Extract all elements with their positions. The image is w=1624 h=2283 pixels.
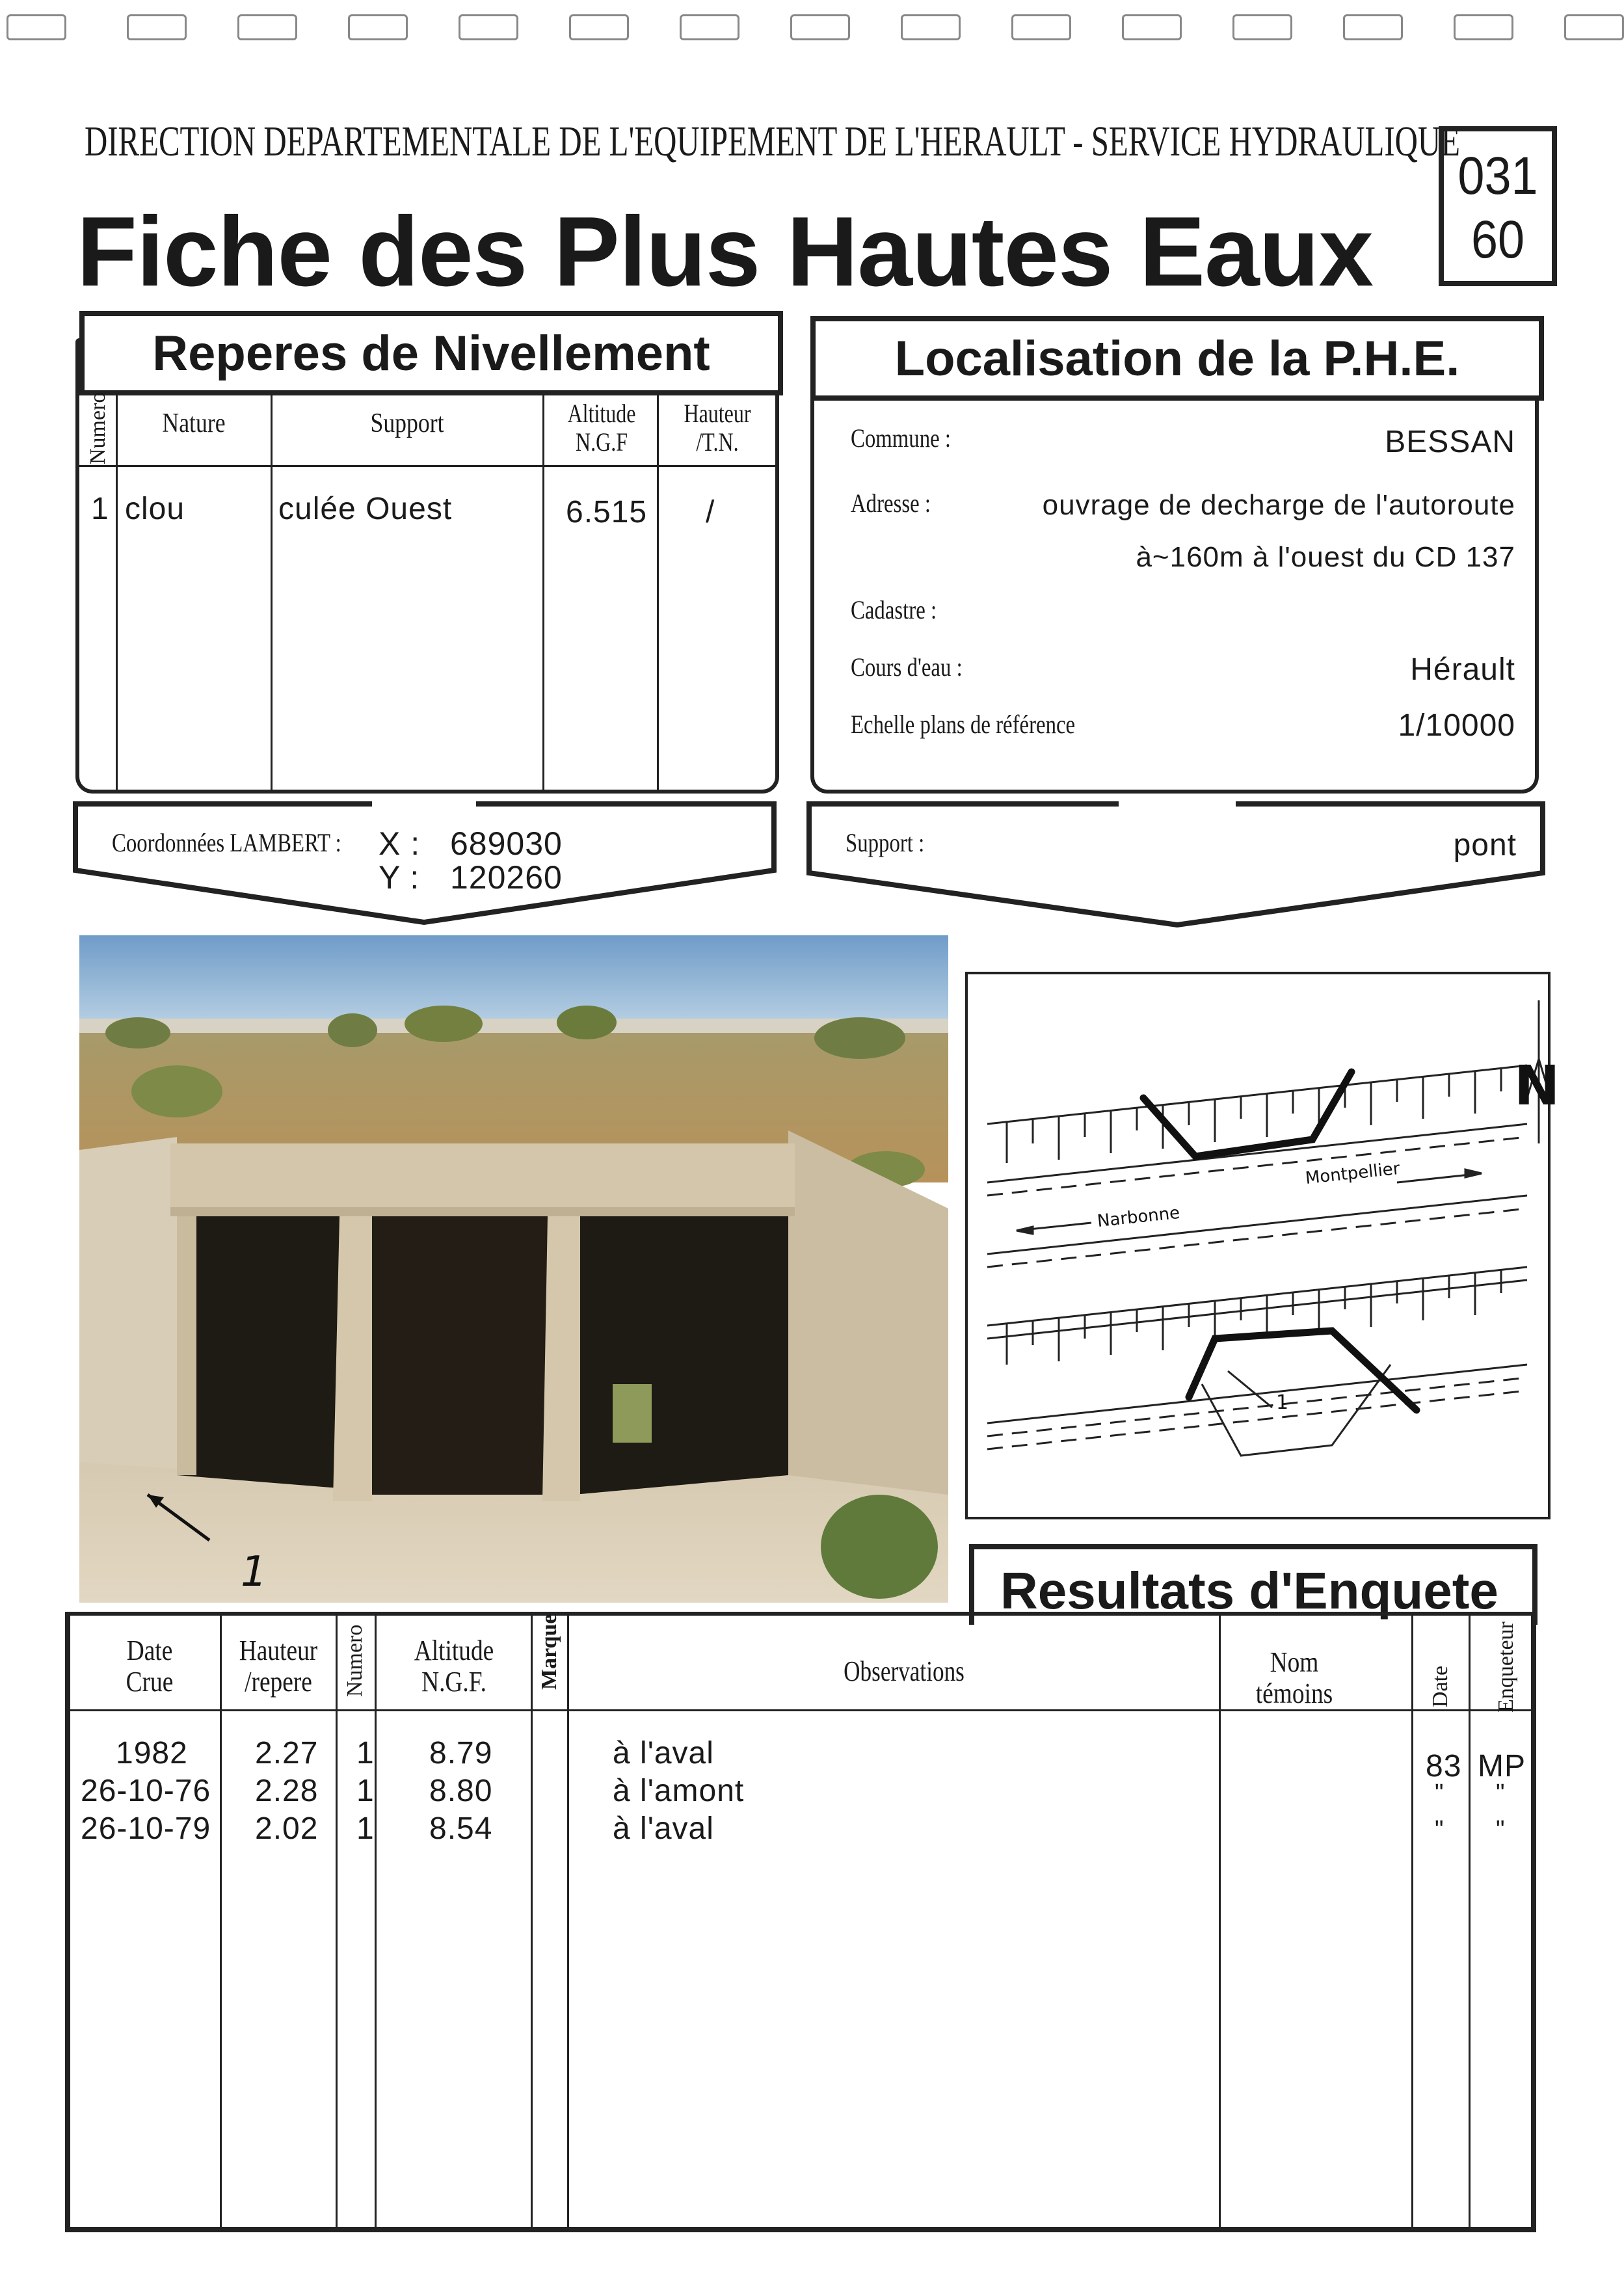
row1-enqueteur: MP: [1478, 1749, 1526, 1783]
resultats-col-temoins: Nom témoins: [1255, 1646, 1333, 1710]
echelle-value: 1/10000: [1398, 708, 1515, 743]
commune-value: BESSAN: [1385, 425, 1515, 459]
punch-hole: [459, 14, 518, 40]
resultats-col-observations: Observations: [844, 1655, 965, 1687]
row3-enqueteur: ": [1496, 1816, 1506, 1843]
page-title: Fiche des Plus Hautes Eaux: [77, 196, 1373, 307]
reference-code-bottom: 60: [1471, 210, 1525, 269]
resultats-col-numero: Numero: [343, 1624, 367, 1697]
punch-hole: [127, 14, 187, 40]
punch-hole: [1564, 14, 1624, 40]
resultats-col-hauteur: Hauteur /repere: [239, 1635, 318, 1698]
lambert-banner: [73, 801, 782, 929]
punch-hole: [1011, 14, 1071, 40]
punch-hole: [237, 14, 297, 40]
north-arrow-label: N: [1514, 1054, 1560, 1117]
photo-marker: 1: [241, 1548, 267, 1596]
reperes-col-hauteur: Hauteur /T.N.: [684, 399, 751, 457]
site-photo: [79, 935, 948, 1603]
lambert-y-value: 120260: [450, 859, 563, 896]
punch-hole: [1122, 14, 1182, 40]
reperes-altitude: 6.515: [566, 495, 648, 529]
resultats-col-altitude: Altitude N.G.F.: [414, 1635, 494, 1698]
punch-hole: [348, 14, 408, 40]
adresse-line1: ouvrage de decharge de l'autoroute: [1042, 489, 1515, 521]
row2-hauteur: 2.28: [255, 1774, 319, 1808]
reference-box: [1439, 126, 1557, 286]
row1-hauteur: 2.27: [255, 1736, 319, 1770]
row2-observation: à l'amont: [613, 1774, 745, 1808]
resultats-title: Resultats d'Enquete: [1000, 1562, 1498, 1620]
lambert-x-value: 689030: [450, 825, 563, 862]
support-banner-shape: [806, 801, 1548, 931]
lambert-x-label: X :: [379, 825, 421, 862]
reference-code-top: 031: [1458, 146, 1538, 206]
road-label-montpellier: Montpellier: [1304, 1158, 1401, 1188]
punch-hole: [680, 14, 739, 40]
row3-date-crue: 26-10-79: [81, 1811, 211, 1846]
punch-hole: [569, 14, 629, 40]
resultats-col-enqueteur: Enqueteur: [1494, 1622, 1518, 1713]
commune-label: Commune :: [851, 423, 951, 453]
lambert-label: Coordonnées LAMBERT :: [112, 828, 341, 857]
support-value: pont: [1453, 828, 1517, 862]
plan-marker: 1: [1276, 1391, 1289, 1414]
reperes-numero: 1: [91, 492, 109, 526]
department-header: DIRECTION DEPARTEMENTALE DE L'EQUIPEMENT DE L'HERAULT - SERVICE HYDRAULIQUE: [85, 118, 1460, 165]
echelle-label: Echelle plans de référence: [851, 710, 1076, 739]
row1-date: 83: [1426, 1749, 1462, 1783]
lambert-banner-shape: [73, 801, 782, 929]
row3-date: ": [1435, 1816, 1444, 1843]
site-plan-drawing: [968, 974, 1560, 1517]
punch-hole: [1232, 14, 1292, 40]
bridge-photo-illustration: [79, 935, 948, 1603]
row2-numero: 1: [356, 1774, 375, 1808]
row1-altitude: 8.79: [429, 1736, 493, 1770]
punch-hole: [901, 14, 961, 40]
row2-enqueteur: ": [1496, 1780, 1506, 1807]
row3-altitude: 8.54: [429, 1811, 493, 1846]
reperes-support: culée Ouest: [278, 492, 453, 526]
cours-eau-value: Hérault: [1410, 652, 1515, 687]
cadastre-label: Cadastre :: [851, 595, 937, 624]
reperes-hauteur: /: [706, 495, 715, 529]
punch-hole: [790, 14, 850, 40]
reperes-col-nature: Nature: [162, 408, 226, 438]
cours-eau-label: Cours d'eau :: [851, 652, 963, 682]
reperes-nature: clou: [125, 492, 185, 526]
row3-numero: 1: [356, 1811, 375, 1846]
row1-observation: à l'aval: [613, 1736, 714, 1770]
punch-hole: [1454, 14, 1513, 40]
resultats-col-date-crue: Date Crue: [126, 1635, 174, 1698]
row3-observation: à l'aval: [613, 1811, 714, 1846]
reperes-col-altitude: Altitude N.G.F: [567, 399, 636, 457]
support-label: Support :: [845, 828, 925, 857]
punch-hole: [7, 14, 66, 40]
site-plan: [965, 972, 1560, 1519]
resultats-col-marque: Marque: [537, 1614, 561, 1690]
row3-hauteur: 2.02: [255, 1811, 319, 1846]
row2-date: ": [1435, 1780, 1444, 1807]
adresse-label: Adresse :: [851, 488, 931, 518]
punch-hole: [1343, 14, 1403, 40]
reperes-col-support: Support: [370, 408, 444, 438]
row1-numero: 1: [356, 1736, 375, 1770]
adresse-line2: à~160m à l'ouest du CD 137: [1136, 541, 1515, 573]
road-label-narbonne: Narbonne: [1096, 1203, 1181, 1231]
localisation-title: Localisation de la P.H.E.: [810, 316, 1544, 401]
lambert-y-label: Y :: [379, 859, 420, 896]
reperes-col-numero: Numero: [86, 392, 110, 464]
resultats-col-date: Date: [1428, 1665, 1452, 1708]
reperes-title: Reperes de Nivellement: [79, 311, 783, 395]
row2-date-crue: 26-10-76: [81, 1774, 211, 1808]
support-banner: [806, 801, 1548, 931]
row2-altitude: 8.80: [429, 1774, 493, 1808]
row1-date-crue: 1982: [116, 1736, 188, 1770]
